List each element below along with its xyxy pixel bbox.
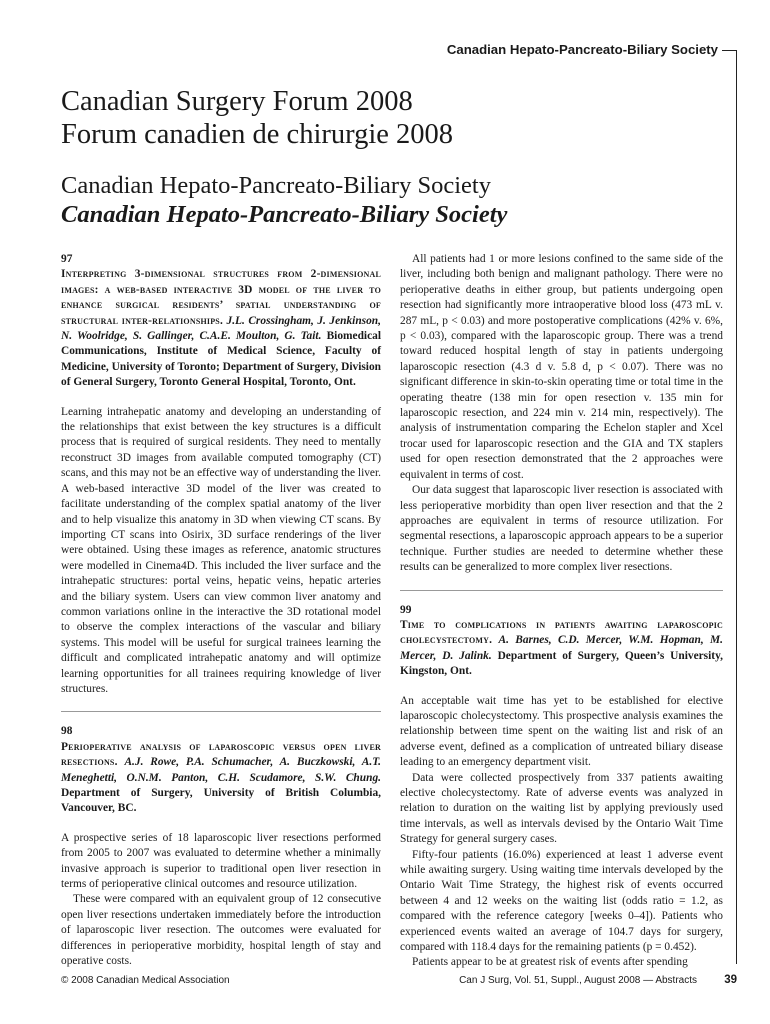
abstract-97-authors: J.L. Crossingham, J. Jenkinson, N. Woolridge, S. Gallinger, C.A.E. Moulton, G. Tait. — [61, 314, 381, 343]
left-column — [61, 252, 381, 969]
forum-title-fr: Forum canadien de chirurgie 2008 — [61, 119, 454, 150]
abstract-98-authors: A.J. Rowe, P.A. Schumacher, A. Buczkowski, A.T. Meneghetti, O.N.M. Panton, C.H. Scudamore, S.W. Chung. — [61, 756, 381, 784]
forum-title-en: Canadian Surgery Forum 2008 — [61, 86, 413, 117]
header-rule — [722, 50, 736, 51]
abstract-98-number: 98 — [61, 725, 73, 738]
running-head: Canadian Hepato-Pancreato-Biliary Society — [446, 42, 718, 57]
page-number: 39 — [724, 974, 737, 986]
right-column — [400, 252, 723, 971]
copyright-notice: © 2008 Canadian Medical Association — [61, 975, 230, 986]
abstract-98-paragraph-1: A prospective series of 18 laparoscopic liver resections performed from 2005 to 2007 was evaluated to determine whether a minimally invasive approach is superior to traditional open liver resection in terms of perioperative clinical outcomes and resource utilization. — [61, 831, 381, 891]
society-title-en: Canadian Hepato-Pancreato-Biliary Society — [61, 172, 491, 199]
abstract-97-number: 97 — [61, 253, 73, 265]
abstract-99-heading — [400, 618, 723, 680]
abstract-98-title: Perioperative analysis of laparoscopic versus open liver resections. — [61, 740, 381, 769]
abstract-99-paragraph-1: An acceptable wait time has yet to be established for elective laparoscopic cholecystectomy. This prospective analysis examines the relationship between time spent on the waiting list and risk of an adverse event, defined as a complication of untreated biliary disease leading to an emergency department visit. — [400, 694, 723, 769]
journal-citation: Can J Surg, Vol. 51, Suppl., August 2008 — Abstracts — [459, 975, 697, 986]
abstract-98-affiliation: Department of Surgery, University of British Columbia, Vancouver, BC. — [61, 787, 381, 815]
abstract-97-heading — [61, 267, 381, 390]
abstract-97-title: Interpreting 3-dimensional structures from 2-dimensional images: a web-based interactive 3D model of the liver to enhance surgical residents’ spatial understanding of structural inter-relationships. — [61, 268, 381, 327]
society-title-fr: Canadian Hepato-Pancreato-Biliary Society — [61, 201, 508, 228]
abstract-99-number: 99 — [400, 603, 412, 616]
abstract-99-title: Time to complications in patients awaiting laparoscopic cholecystectomy. — [400, 618, 723, 647]
abstract-99-paragraph-4: Patients appear to be at greatest risk of events after spending — [412, 956, 688, 969]
title-block — [61, 85, 711, 229]
abstract-divider — [400, 590, 723, 591]
abstract-99-authors: A. Barnes, C.D. Mercer, W.M. Hopman, M. Mercer, D. Jalink. — [400, 634, 723, 662]
abstract-99-paragraph-2: Data were collected prospectively from 337 patients awaiting elective cholecystectomy. Rate of adverse events was analyzed in relation to duration on the waiting list by applying previously used time intervals, as well as intervals devised by the Ontario Wait Time Strategy for general surgery cases. — [400, 771, 723, 846]
abstract-97-body: Learning intrahepatic anatomy and developing an understanding of the relationships that exist between the key structures is a difficult process that is required of surgical residents. They need to mentally reconstruct 3D images from available computed tomography (CT) scans, and this may not be an effective way of understanding the liver. A web-based interactive 3D model of the liver was created to facilitate understanding of the complex spatial anatomy of the liver and to help visualize this anatomy in 3D when viewing CT scans. By importing CT scans into Osirix, 3D surface renderings of the liver were obtained. Using these images as reference, anatomic structures were modelled in Cinema4D. This included the liver surface and the intrahepatic structures: portal veins, hepatic veins, hepatic arteries and the biliary system. Users can view common liver anatomy and common variations online in the interactive the 3D rotational model to observe the complex interactions of the vascular and biliary systems. This model will be useful for surgical trainees learning the difficult and complicated intrahepatic anatomy and will optimize learning opportunities for all trainees requiring knowledge of liver structures. — [61, 405, 381, 695]
abstract-divider — [61, 711, 381, 712]
abstract-99-affiliation: Department of Surgery, Queen’s University, Kingston, Ont. — [400, 649, 723, 678]
abstract-99-paragraph-3: Fifty-four patients (16.0%) experienced at least 1 adverse event while awaiting surgery. Using waiting time intervals developed by the Ontario Wait Time Strategy, the highest risk of events occurred between 4 and 12 weeks on the waiting list (odds ratio = 1.2, as compared with the reference category [weeks 0–4]). Patients who experienced events waited an average of 104.7 days for surgery, compared with 118.4 days for the remaining patients (p = 0.452). — [400, 848, 723, 954]
side-rule — [736, 50, 737, 964]
abstract-97-affiliation: Biomedical Communications, Institute of Medical Science, Faculty of Medicine, University of Toronto; Department of Surgery, Division of General Surgery, Toronto General Hospital, Toronto, Ont. — [61, 330, 381, 389]
abstract-98-heading — [61, 740, 381, 817]
abstract-98-paragraph-2: These were compared with an equivalent group of 12 consecutive open liver resections undertaken immediately before the introduction of laparoscopic liver resection. The outcomes were evaluated for differences in perioperative morbidity, hospital length of stay and operative costs. — [61, 893, 381, 968]
abstract-98-paragraph-3: All patients had 1 or more lesions confined to the same side of the liver, including both benign and malignant pathology. There were no perioperative deaths in either group, but patients undergoing open resection had significantly more intraoperative blood loss (473 mL v. 287 mL, p < 0.03) and more postoperative complications (42% v. 6%, p < 0.03), compared with the laparoscopic group. There was a trend toward reduced hospital length of stay in patients undergoing laparoscopic resection (4.3 d v. 5.8 d, p < 0.07). There was no significant difference in skin-to-skin operating time or total time in the operating theatre (138 min for open resection v. 135 min for laparoscopic resection, and 224 min v. 214 min, respectively). The analysis of instrumentation comparing the Echelon stapler and Xcel trocar used for laparoscopic resection and the GIA and TX staplers used for open resection demonstrated that the 2 approaches were equivalent in terms of cost. — [400, 253, 723, 481]
abstract-98-paragraph-4: Our data suggest that laparoscopic liver resection is associated with less perioperative morbidity than open liver resection and that the 2 approaches are equivalent in terms of resource utilization. For segmental resections, a laparoscopic approach appears to be a superior technique. Further studies are needed to determine whether these results can be generalized to more complex liver resections. — [400, 484, 723, 574]
